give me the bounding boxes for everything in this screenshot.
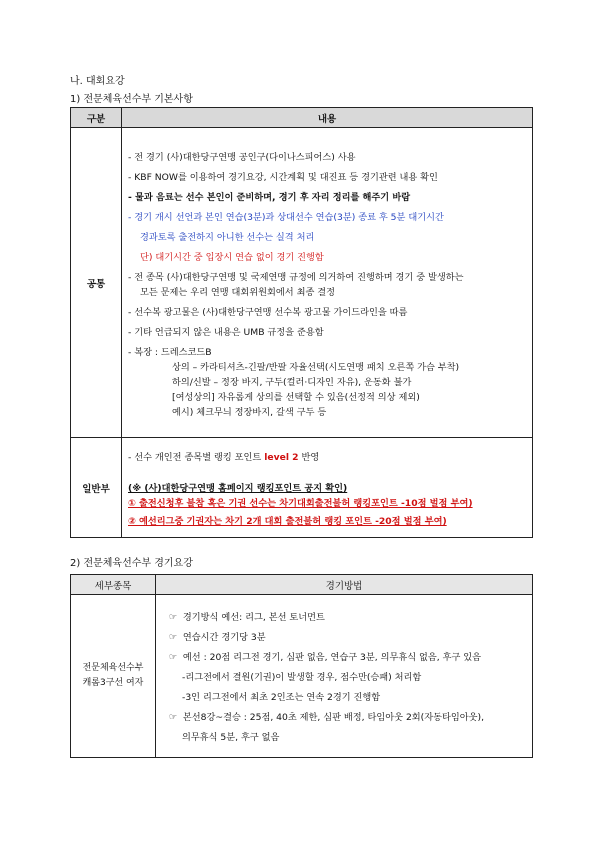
penalty-line-2: ② 예선리그중 기권자는 차기 2개 대회 출전불허 랭킹 포인트 -20점 벌점 부여) [128,516,447,527]
pointing-hand-icon: ☞ [168,712,178,723]
event-label-line-1: 전문체육선수부 [82,663,144,673]
table-row-common [71,128,533,438]
section-heading-na: 나. 대회요강 [70,76,125,87]
content-line: 상의 – 카라티셔츠-긴팔/반팔 자율선택(시도연맹 패치 오른쪽 가슴 부착) [172,361,460,373]
general-content [122,438,533,538]
event-label-line-2: 캐롬3구선 여자 [82,678,144,688]
list-item: ☞ 경기방식 예선: 리그, 본선 토너먼트 [166,610,526,625]
basic-info-table [70,107,533,538]
content-line: - 선수복 광고물은 (사)대한당구연맹 선수복 광고물 가이드라인을 따름 [128,306,408,318]
list-subitem: -리그전에서 결원(기권)이 발생할 경우, 점수만(승패) 처리함 [182,672,422,683]
table-header-row [71,108,533,128]
content-line: - 경기 개시 선언과 본인 연습(3분)과 상대선수 연습(3분) 종료 후 5분 대기시간 [128,211,444,223]
list-item: ☞ 본선8강~결승 : 25점, 40초 제한, 심판 배정, 타임아웃 2회(자동타임아웃), [166,710,526,725]
row-label-common: 공통 [71,128,122,438]
table-header-row [71,575,533,595]
content-line: 단) 대기시간 중 입장시 연습 없이 경기 진행함 [140,251,324,263]
content-line: 하의/신발 – 정장 바지, 구두(컬러·디자인 자유), 운동화 불가 [172,376,412,388]
penalty-line-1: ① 출전신청후 불참 혹은 기권 선수는 차기대회출전불허 랭킹포인트 -10점 벌점 부여) [128,498,473,509]
ranking-point-line [128,450,526,465]
header-event: 세부종목 [71,575,156,595]
table-row-general [71,438,533,538]
list-subitem: 의무휴식 5분, 후구 없음 [182,732,280,743]
section-heading-1: 1) 전문체육선수부 기본사항 [70,94,193,105]
match-rules-table [70,574,533,758]
common-content [122,128,533,438]
content-line: 경과토록 출전하지 아니한 선수는 실격 처리 [140,231,315,243]
header-category: 구분 [71,108,122,128]
content-line: - 전 경기 (사)대한당구연맹 공인구(다이나스피어스) 사용 [128,151,356,163]
list-subitem: -3인 리그전에서 최초 2인조는 연속 2경기 진행함 [182,692,381,703]
list-item: ☞ 연습시간 경기당 3분 [166,630,526,645]
ranking-point-suffix: 반영 [298,452,320,463]
content-line: - 전 종목 (사)대한당구연맹 및 국제연맹 규정에 의거하여 진행하며 경기 중 발생하는 [128,271,464,283]
header-method: 경기방법 [156,575,533,595]
list-item: ☞ 예선 : 20점 리그전 경기, 심판 없음, 연습구 3분, 의무휴식 없음, 후구 있음 [166,650,526,665]
content-line: - 기타 언급되지 않은 내용은 UMB 규정을 준용함 [128,326,324,338]
notice-line: (※ (사)대한당구연맹 홈페이지 랭킹포인트 공지 확인) [128,483,348,494]
pointing-hand-icon: ☞ [168,612,178,623]
row-label-general: 일반부 [71,438,122,538]
pointing-hand-icon: ☞ [168,632,178,643]
section-heading-2: 2) 전문체육선수부 경기요강 [70,558,193,569]
ranking-level-badge: level 2 [264,452,299,463]
content-line: [여성상의] 자유롭게 상의를 선택할 수 있음(선정적 의상 제외) [172,391,420,403]
ranking-point-prefix: - 선수 개인전 종목별 랭킹 포인트 [128,452,265,463]
pointing-hand-icon: ☞ [168,652,178,663]
content-line: - 물과 음료는 선수 본인이 준비하며, 경기 후 자리 정리를 해주기 바람 [128,191,411,203]
table-row-event [71,595,533,758]
content-line: - 복장 : 드레스코드B [128,346,212,358]
content-line: 예시) 체크무늬 정장바지, 갈색 구두 등 [172,406,327,418]
header-content: 내용 [122,108,533,128]
content-line: 모든 문제는 우리 연맹 대회위원회에서 최종 결정 [140,286,336,298]
event-label [71,595,156,758]
content-line: - KBF NOW를 이용하여 경기요강, 시간계획 및 대진표 등 경기관련 내용 확인 [128,171,438,183]
method-content [156,595,533,758]
